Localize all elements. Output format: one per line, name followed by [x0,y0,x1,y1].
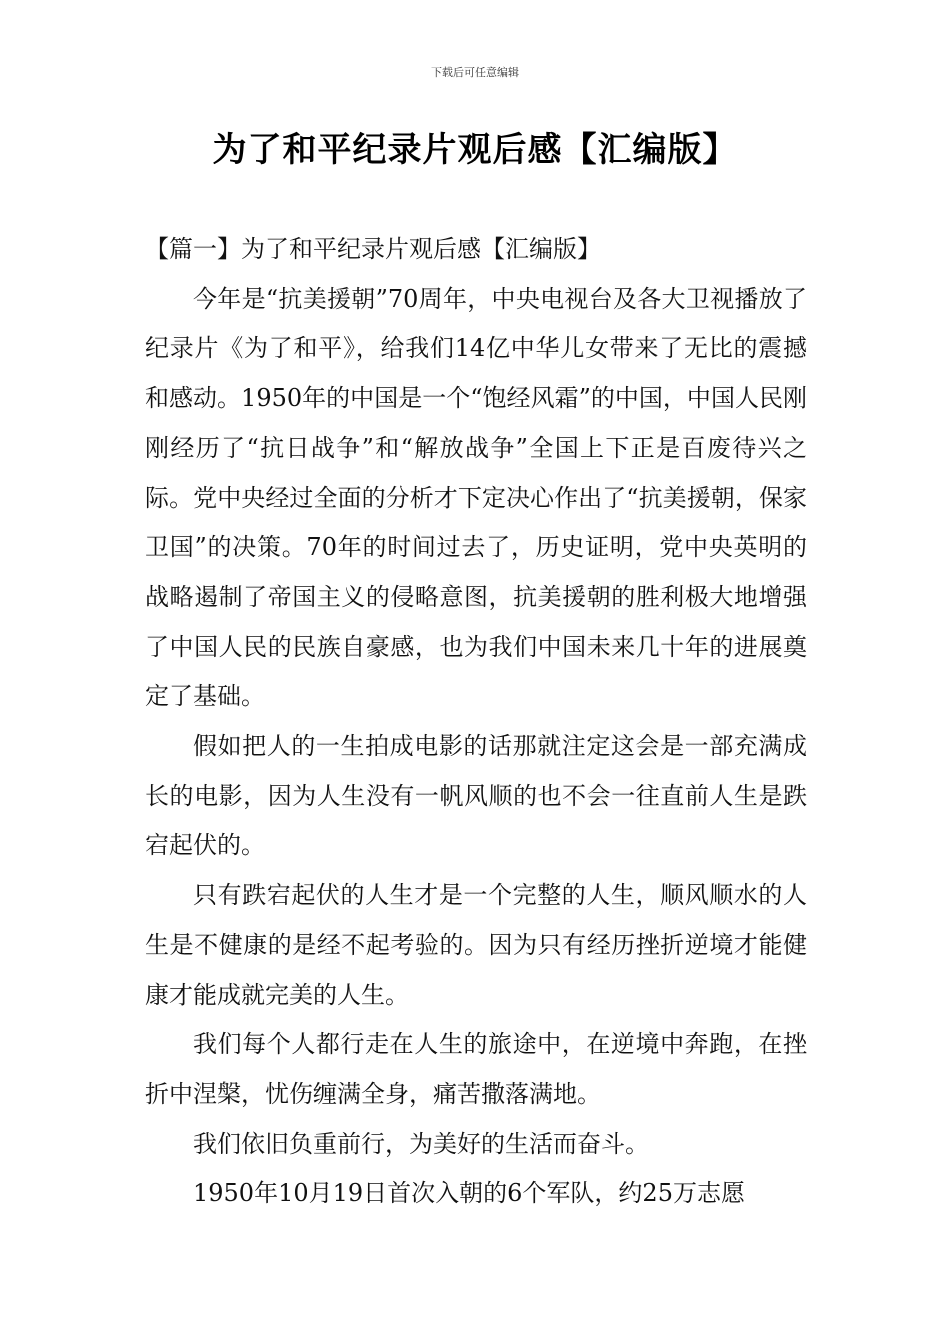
document-body [145,225,807,1219]
paragraph: 假如把人的一生拍成电影的话那就注定这会是一部充满成长的电影，因为人生没有一帆风顺的也不会一往直前人生是跌宕起伏的。 [145,732,807,860]
paragraph: 只有跌宕起伏的人生才是一个完整的人生，顺风顺水的人生是不健康的是经不起考验的。因为只有经历挫折逆境才能健康才能成就完美的人生。 [145,881,807,1009]
section-heading: 【篇一】为了和平纪录片观后感【汇编版】 [145,235,601,263]
paragraph: 我们依旧负重前行，为美好的生活而奋斗。 [193,1129,649,1158]
document-title: 为了和平纪录片观后感【汇编版】 [212,130,738,170]
paragraph: 我们每个人都行走在人生的旅途中，在逆境中奔跑，在挫折中涅槃，忧伤缠满全身，痛苦撒落满地。 [145,1030,807,1108]
header-note: 下载后可任意编辑 [431,66,519,79]
paragraph: 今年是“抗美援朝”70周年，中央电视台及各大卫视播放了纪录片《为了和平》，给我们14亿中华儿女带来了无比的震撼和感动。1950年的中国是一个“饱经风霜”的中国，中国人民刚刚经历了“抗日战争”和“解放战争”全国上下正是百废待兴之际。党中央经过全面的分析才下定决心作出了“抗美援朝，保家卫国”的决策。70年的时间过去了，历史证明，党中央英明的战略遏制了帝国主义的侵略意图，抗美援朝的胜利极大地增强了中国人民的民族自豪感，也为我们中国未来几十年的进展奠定了基础。 [145,284,807,711]
paragraph: 1950年10月19日首次入朝的6个军队，约25万志愿 [193,1179,745,1208]
